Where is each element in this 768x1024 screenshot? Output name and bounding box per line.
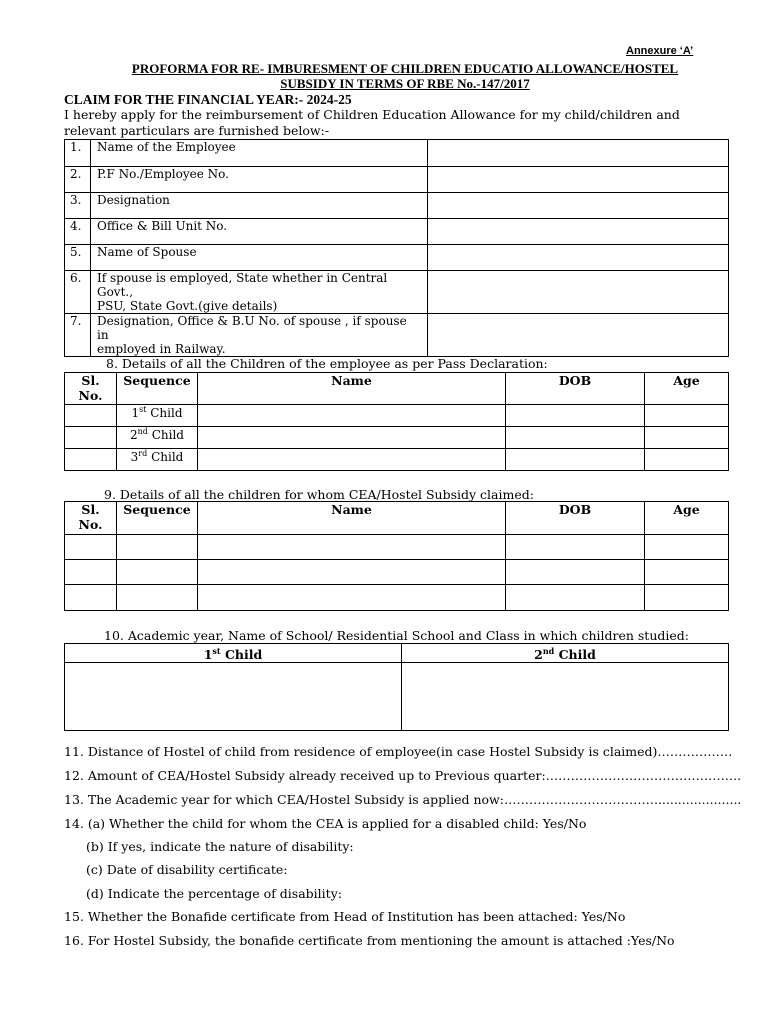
- table-row: [65, 245, 729, 271]
- sequence-cell[interactable]: [117, 585, 198, 611]
- row-label: Name of the Employee: [91, 140, 428, 167]
- age-cell[interactable]: [645, 427, 729, 449]
- header-sl-no: Sl. No.: [65, 502, 117, 535]
- table-row: [65, 314, 729, 357]
- form-title-line1: PROFORMA FOR RE- IMBURESMENT OF CHILDREN EDUCATIO ALLOWANCE/HOSTEL: [131, 61, 679, 76]
- dob-cell[interactable]: [506, 427, 645, 449]
- row-number: 2.: [65, 167, 91, 193]
- row-label-line2: PSU, State Govt.(give details): [97, 299, 278, 313]
- table-row: [65, 167, 729, 193]
- item-14d-disability-percentage: (d) Indicate the percentage of disability:: [86, 886, 342, 901]
- header-dob: DOB: [506, 502, 645, 535]
- row-number: 4.: [65, 219, 91, 245]
- header-age: Age: [645, 502, 729, 535]
- sl-no-cell[interactable]: [65, 585, 117, 611]
- table-header-row: [65, 502, 729, 535]
- spouse-employment-field[interactable]: [428, 271, 729, 314]
- employee-pf-no-field[interactable]: [428, 167, 729, 193]
- header-first-child: 1st Child: [65, 644, 402, 663]
- cea-claim-table: [64, 501, 729, 611]
- sequence-cell[interactable]: [117, 535, 198, 560]
- table-row: [65, 271, 729, 314]
- row-number: 5.: [65, 245, 91, 271]
- sequence-cell: 3rd Child: [117, 449, 198, 471]
- row-label-line1: If spouse is employed, State whether in Central Govt.,: [97, 271, 388, 299]
- item-14a-disabled-child: 14. (a) Whether the child for whom the CEA is applied for a disabled child: Yes/No: [64, 816, 587, 831]
- name-cell[interactable]: [198, 560, 506, 585]
- employee-details-table: [64, 139, 729, 357]
- intro-line1: I hereby apply for the reimbursement of Children Education Allowance for my child/children and: [64, 107, 680, 122]
- header-second-child: 2nd Child: [402, 644, 729, 663]
- header-name: Name: [198, 502, 506, 535]
- header-sequence: Sequence: [117, 373, 198, 405]
- sl-no-cell[interactable]: [65, 405, 117, 427]
- dob-cell[interactable]: [506, 405, 645, 427]
- row-label: Office & Bill Unit No.: [91, 219, 428, 245]
- table-row: [65, 140, 729, 167]
- table-row: [65, 405, 729, 427]
- row-number: 1.: [65, 140, 91, 167]
- age-cell[interactable]: [645, 560, 729, 585]
- section9-label: 9. Details of all the children for whom CEA/Hostel Subsidy claimed:: [104, 487, 534, 502]
- age-cell[interactable]: [645, 405, 729, 427]
- name-cell[interactable]: [198, 427, 506, 449]
- employee-name-field[interactable]: [428, 140, 729, 167]
- table-row: [65, 560, 729, 585]
- sequence-cell: 1st Child: [117, 405, 198, 427]
- row-label-line1: Designation, Office & B.U No. of spouse , if spouse in: [97, 314, 407, 342]
- table-header-row: [65, 373, 729, 405]
- row-label: P.F No./Employee No.: [91, 167, 428, 193]
- row-label: Name of Spouse: [91, 245, 428, 271]
- academic-year-table: [64, 643, 729, 731]
- item-15-bonafide-certificate: 15. Whether the Bonafide certificate from Head of Institution has been attached: Yes/No: [64, 909, 626, 924]
- table-row: [65, 193, 729, 219]
- financial-year-claim: CLAIM FOR THE FINANCIAL YEAR:- 2024-25: [64, 92, 352, 107]
- row-label: [91, 314, 428, 357]
- office-bill-unit-field[interactable]: [428, 219, 729, 245]
- name-cell[interactable]: [198, 585, 506, 611]
- annexure-label: Annexure ‘A’: [626, 45, 694, 57]
- item-14b-disability-nature: (b) If yes, indicate the nature of disability:: [86, 839, 354, 854]
- intro-line2: relevant particulars are furnished below:-: [64, 123, 330, 138]
- section8-label: 8. Details of all the Children of the employee as per Pass Declaration:: [106, 356, 548, 371]
- item-12-amount-received: 12. Amount of CEA/Hostel Subsidy already received up to Previous quarter:………………………………………..: [64, 768, 742, 783]
- sl-no-cell[interactable]: [65, 449, 117, 471]
- header-dob: DOB: [506, 373, 645, 405]
- form-title-line2: SUBSIDY IN TERMS OF RBE No.-147/2017: [280, 76, 530, 91]
- item-11-hostel-distance: 11. Distance of Hostel of child from residence of employee(in case Hostel Subsidy is claimed)………………: [64, 744, 733, 759]
- children-pass-table: [64, 372, 729, 471]
- section10-label: 10. Academic year, Name of School/ Residential School and Class in which children studied:: [104, 628, 689, 643]
- dob-cell[interactable]: [506, 585, 645, 611]
- sl-no-cell[interactable]: [65, 560, 117, 585]
- first-child-school-field[interactable]: [65, 663, 402, 731]
- name-cell[interactable]: [198, 405, 506, 427]
- row-label-line2: employed in Railway.: [97, 342, 226, 356]
- header-name: Name: [198, 373, 506, 405]
- item-14c-certificate-date: (c) Date of disability certificate:: [86, 862, 288, 877]
- dob-cell[interactable]: [506, 449, 645, 471]
- spouse-designation-field[interactable]: [428, 314, 729, 357]
- name-cell[interactable]: [198, 535, 506, 560]
- header-sequence: Sequence: [117, 502, 198, 535]
- designation-field[interactable]: [428, 193, 729, 219]
- row-number: 7.: [65, 314, 91, 357]
- table-row: [65, 535, 729, 560]
- sequence-cell: 2nd Child: [117, 427, 198, 449]
- row-label: Designation: [91, 193, 428, 219]
- sequence-cell[interactable]: [117, 560, 198, 585]
- header-sl-no: Sl. No.: [65, 373, 117, 405]
- table-header-row: [65, 644, 729, 663]
- dob-cell[interactable]: [506, 560, 645, 585]
- row-number: 3.: [65, 193, 91, 219]
- age-cell[interactable]: [645, 449, 729, 471]
- second-child-school-field[interactable]: [402, 663, 729, 731]
- sl-no-cell[interactable]: [65, 535, 117, 560]
- table-row: [65, 427, 729, 449]
- name-cell[interactable]: [198, 449, 506, 471]
- header-age: Age: [645, 373, 729, 405]
- age-cell[interactable]: [645, 585, 729, 611]
- table-row: [65, 449, 729, 471]
- row-number: 6.: [65, 271, 91, 314]
- age-cell[interactable]: [645, 535, 729, 560]
- sl-no-cell[interactable]: [65, 427, 117, 449]
- item-13-academic-year: 13. The Academic year for which CEA/Hostel Subsidy is applied now:………………………………......................: [64, 792, 742, 807]
- dob-cell[interactable]: [506, 535, 645, 560]
- table-row: [65, 219, 729, 245]
- table-row: [65, 585, 729, 611]
- spouse-name-field[interactable]: [428, 245, 729, 271]
- row-label: [91, 271, 428, 314]
- table-row: [65, 663, 729, 731]
- item-16-hostel-certificate: 16. For Hostel Subsidy, the bonafide certificate from mentioning the amount is attached :Yes/No: [64, 933, 675, 948]
